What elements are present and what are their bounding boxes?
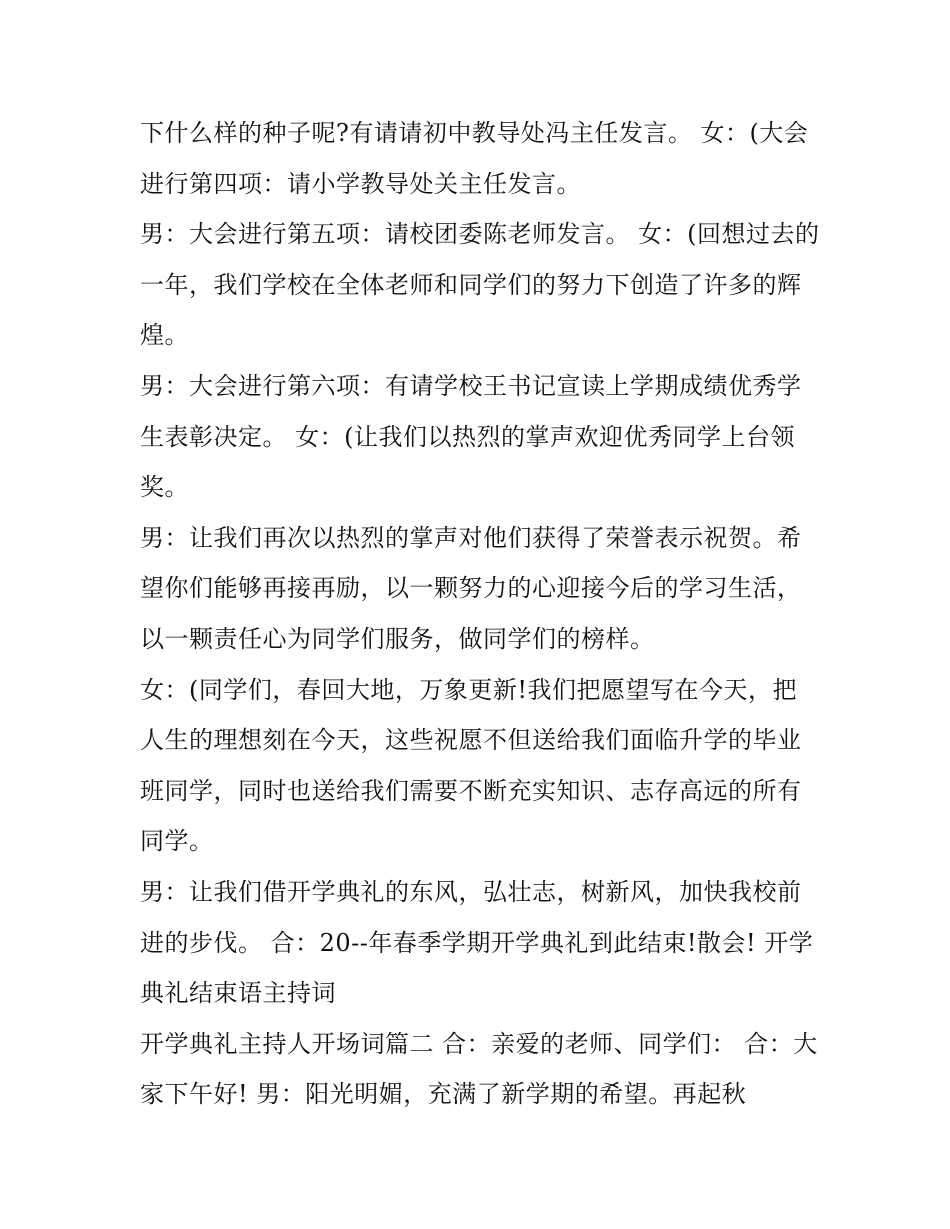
paragraph-7: 开学典礼主持人开场词篇二 合：亲爱的老师、同学们： 合：大家下午好! 男：阳光明媚，充满了新学期的希望。再起秋	[140, 1029, 818, 1109]
paragraph-4: 男：让我们再次以热烈的掌声对他们获得了荣誉表示祝贺。希望你们能够再接再励，以一颗努力的心迎接今后的学习生活，以一颗责任心为同学们服务，做同学们的榜样。	[140, 523, 802, 653]
paragraph-3: 男：大会进行第六项：有请学校王书记宣读上学期成绩优秀学生表彰决定。 女：(让我们以热烈的掌声欢迎优秀同学上台领奖。	[140, 371, 802, 502]
paragraph-1: 下什么样的种子呢?有请请初中教导处冯主任发言。 女：(大会进行第四项：请小学教导处关主任发言。	[140, 119, 809, 198]
paragraph-6: 男：让我们借开学典礼的东风，弘壮志，树新风，加快我校前进的步伐。 合：20--年春季学期开学典礼到此结束!散会! 开学典礼结束语主持词	[140, 877, 814, 1008]
paragraph-5: 女：(同学们，春回大地，万象更新!我们把愿望写在今天，把人生的理想刻在今天，这些祝愿不但送给我们面临升学的毕业班同学，同时也送给我们需要不断充实知识、志存高远的所有同学。	[140, 675, 802, 856]
document-body	[140, 108, 820, 1120]
paragraph-2: 男：大会进行第五项：请校团委陈老师发言。 女：(回想过去的一年，我们学校在全体老师和同学们的努力下创造了许多的辉煌。	[140, 220, 820, 350]
